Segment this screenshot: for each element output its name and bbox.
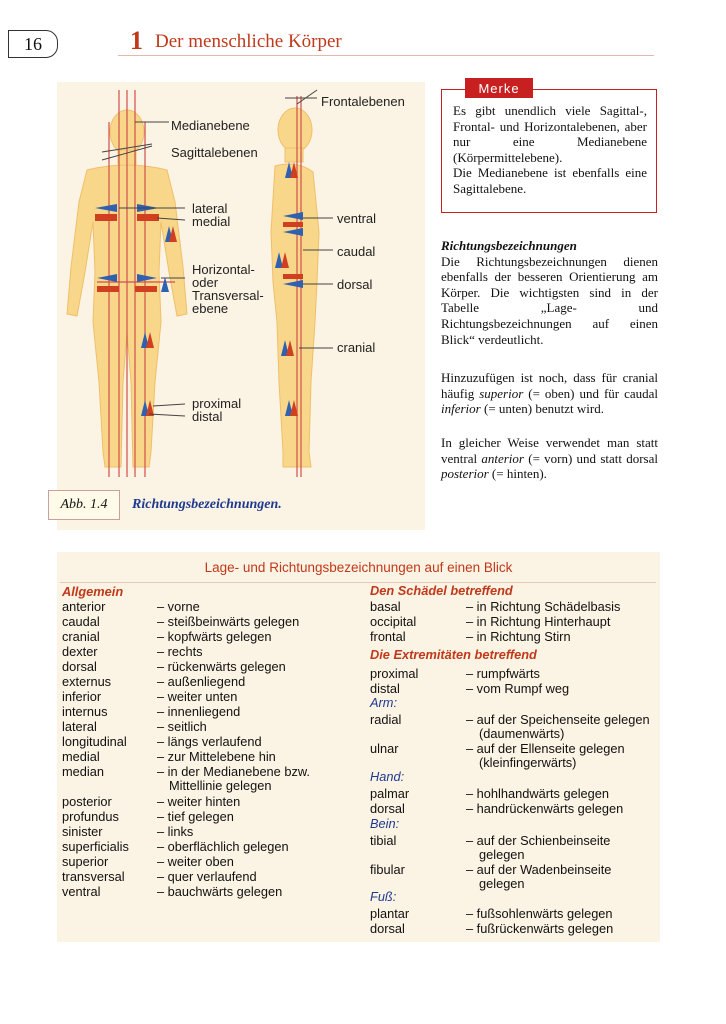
figure-caption: Richtungsbezeichnungen.	[132, 497, 282, 512]
table-term: basal	[370, 599, 401, 614]
hand-header: Hand:	[370, 769, 405, 784]
table-term: palmar	[370, 786, 410, 801]
schaedel-header: Den Schädel betreffend	[370, 583, 513, 598]
table-title-rule	[60, 582, 656, 583]
arm-header: Arm:	[370, 695, 398, 710]
table-meaning: – längs verlaufend	[157, 734, 262, 749]
table-term: occipital	[370, 614, 417, 629]
table-meaning: – quer verlaufend	[157, 869, 257, 884]
label-dorsal: dorsal	[337, 277, 373, 292]
table-meaning: – weiter unten	[157, 689, 238, 704]
table-term: longitudinal	[62, 734, 127, 749]
table-meaning: – hohlhandwärts gelegen	[466, 786, 610, 801]
table-meaning-cont: Mittellinie gelegen	[169, 778, 272, 793]
table-term: inferior	[62, 689, 102, 704]
figure-number: Abb. 1.4	[48, 490, 120, 520]
table-term: anterior	[62, 599, 106, 614]
label-cranial: cranial	[337, 340, 376, 355]
table-meaning: – rechts	[157, 644, 203, 659]
table-term: dexter	[62, 644, 98, 659]
merke-line-1: Es gibt unendlich viele Sagittal-, Frontal- und Horizontalebenen, aber nur eine Medianebene (Körpermittelebene).	[453, 103, 647, 165]
table-term: plantar	[370, 906, 410, 921]
label-ventral: ventral	[337, 211, 377, 226]
table-meaning: – tief gelegen	[157, 809, 234, 824]
table-meaning: – kopfwärts gelegen	[157, 629, 272, 644]
table-meaning: – innenliegend	[157, 704, 241, 719]
table-term: ulnar	[370, 741, 399, 756]
table-meaning: – fußsohlenwärts gelegen	[466, 906, 613, 921]
table-term: fibular	[370, 862, 405, 877]
table-term: caudal	[62, 614, 100, 629]
merke-tag: Merke	[465, 78, 533, 98]
table-term: radial	[370, 712, 402, 727]
table-term: internus	[62, 704, 108, 719]
table-meaning: – auf der Wadenbeinseite	[466, 862, 612, 877]
table-meaning: – weiter oben	[157, 854, 234, 869]
chapter-number: 1	[130, 26, 143, 55]
table-term: proximal	[370, 666, 419, 681]
label-caudal: caudal	[337, 244, 376, 259]
table-meaning-cont: (kleinfingerwärts)	[479, 755, 577, 770]
paragraph-2: Hinzuzufügen ist noch, dass für cranial häufig superior (= oben) und für caudal inferior (= unten) benutzt wird.	[441, 370, 659, 417]
merke-line-2: Die Medianebene ist ebenfalls eine Sagittalebene.	[453, 165, 647, 196]
table-meaning: – handrückenwärts gelegen	[466, 801, 624, 816]
table-meaning: – vom Rumpf weg	[466, 681, 570, 696]
table-term: transversal	[62, 869, 125, 884]
paragraph-3: In gleicher Weise verwendet man statt ventral anterior (= vorn) und statt dorsal posterior (= hinten).	[441, 435, 659, 482]
table-term: medial	[62, 749, 100, 764]
page-number: 16	[8, 30, 58, 58]
table-term: dorsal	[370, 801, 405, 816]
label-distal: distal	[192, 409, 223, 424]
table-meaning: – links	[157, 824, 194, 839]
label-medial: medial	[192, 214, 231, 229]
table-meaning: – weiter hinten	[157, 794, 241, 809]
text-section	[441, 238, 658, 347]
table-meaning: – fußrückenwärts gelegen	[466, 921, 614, 936]
label-transversal: Transversal-	[192, 288, 264, 303]
table-meaning: – auf der Speichenseite gelegen	[466, 712, 650, 727]
merke-text	[453, 103, 647, 196]
header-rule	[118, 55, 654, 56]
table-meaning: – rumpfwärts	[466, 666, 540, 681]
allgemein-header: Allgemein	[62, 584, 124, 599]
table-meaning: – in Richtung Schädelbasis	[466, 599, 621, 614]
table-term: ventral	[62, 884, 101, 899]
table-term: superior	[62, 854, 109, 869]
label-proximal: proximal	[192, 396, 242, 411]
label-medianebene: Medianebene	[171, 118, 250, 133]
label-ebene: ebene	[192, 301, 229, 316]
table-term: lateral	[62, 719, 97, 734]
bein-header: Bein:	[370, 816, 400, 831]
table-meaning: – rückenwärts gelegen	[157, 659, 286, 674]
table-meaning: – seitlich	[157, 719, 207, 734]
table-meaning: – zur Mittelebene hin	[157, 749, 276, 764]
table-meaning: – außenliegend	[157, 674, 246, 689]
table-term: profundus	[62, 809, 119, 824]
table-meaning: – in Richtung Stirn	[466, 629, 571, 644]
extremitaeten-header: Die Extremitäten betreffend	[370, 647, 537, 662]
label-frontalebenen: Frontalebenen	[321, 94, 405, 109]
table-meaning: – vorne	[157, 599, 200, 614]
table-meaning: – auf der Schienbeinseite	[466, 833, 611, 848]
label-sagittalebenen: Sagittalebenen	[171, 145, 258, 160]
table-term: posterior	[62, 794, 112, 809]
table-meaning: – in der Medianebene bzw.	[157, 764, 310, 779]
chapter-title: Der menschliche Körper	[155, 31, 342, 52]
label-lateral: lateral	[192, 201, 228, 216]
table-meaning-cont: gelegen	[479, 847, 525, 862]
table-term: externus	[62, 674, 112, 689]
table-term: dorsal	[370, 921, 405, 936]
table-term: median	[62, 764, 104, 779]
table-term: distal	[370, 681, 400, 696]
table-term: superficialis	[62, 839, 129, 854]
table-term: dorsal	[62, 659, 97, 674]
section-heading: Richtungsbezeichnungen	[441, 238, 577, 253]
table-term: sinister	[62, 824, 103, 839]
table-meaning: – steißbeinwärts gelegen	[157, 614, 300, 629]
table-meaning-cont: (daumenwärts)	[479, 726, 565, 741]
table-term: frontal	[370, 629, 406, 644]
table-meaning: – in Richtung Hinterhaupt	[466, 614, 611, 629]
table-title: Lage- und Richtungsbezeichnungen auf einen Blick	[204, 560, 513, 575]
paragraph-1: Die Richtungsbezeichnungen dienen ebenfalls der besseren Orientierung am Körper. Die wichtigsten sind in der Tabelle „Lage- und Richtungsbezeichnungen auf einen Blick“ verdeutlicht.	[441, 253, 658, 347]
label-horizontal: Horizontal-	[192, 262, 255, 277]
table-term: tibial	[370, 833, 397, 848]
table-meaning-cont: gelegen	[479, 876, 525, 891]
table-term: cranial	[62, 629, 100, 644]
table-meaning: – auf der Ellenseite gelegen	[466, 741, 625, 756]
table-meaning: – oberflächlich gelegen	[157, 839, 289, 854]
label-oder: oder	[192, 275, 219, 290]
table-meaning: – bauchwärts gelegen	[157, 884, 283, 899]
fuss-header: Fuß:	[370, 889, 397, 904]
